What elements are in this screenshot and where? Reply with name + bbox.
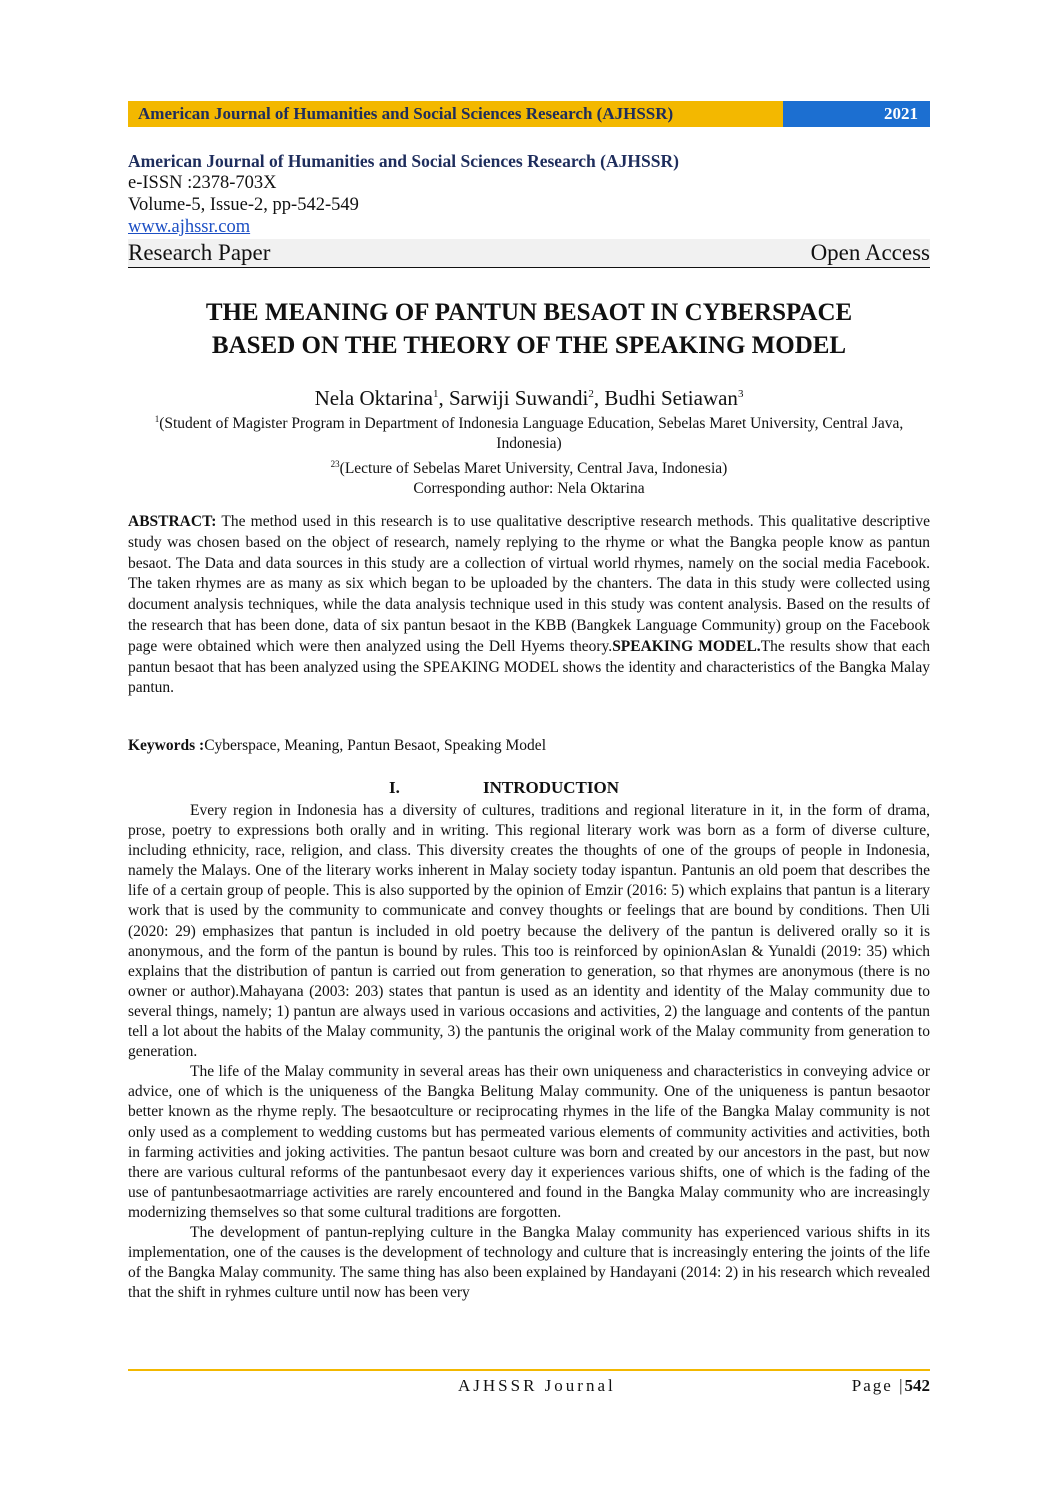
affiliation-2: $^{23}$(Lecture of Sebelas Maret University, Central Java, Indonesia): [330, 459, 728, 478]
abstract-label: ABSTRACT:: [128, 513, 217, 530]
footer-page: Page |542: [851, 1376, 930, 1395]
journal-info: [128, 150, 930, 268]
author-affiliation-mark: 1: [432, 388, 439, 400]
author-name: Nela Oktarina: [314, 386, 433, 410]
header-journal-name: American Journal of Humanities and Social Sciences Research (AJHSSR): [128, 101, 783, 127]
paper-type-row: [128, 239, 930, 268]
keywords-label: Keywords :: [128, 737, 205, 754]
footer-divider: [128, 1369, 930, 1371]
abstract-bold-term: SPEAKING MODEL.: [612, 637, 761, 655]
paragraph: The life of the Malay community in several areas has their own uniqueness and characteristics in conveying advice or advice, one of which is the uniqueness of the Bangka Belitung Malay community. One of the uniqueness is pantun besaotor better known as the rhyme reply. The besaotculture or reciprocating rhymes in the life of the Bangka Malay community is not only used as a complement to wedding customs but has permeated various elements of community activities and activities, both in farming activities and joking activities. The pantun besaot culture was born and created by our ancestors in the past, but now there are various cultural reforms of the pantunbesaot every day it experiences various shifts, one of which is the fading of the use of pantunbesaotmarriage activities are rarely encountered and found in the Bangka Malay community who are increasingly modernizing themselves so that some cultural traditions are forgotten.: [128, 1063, 930, 1221]
paragraph: Every region in Indonesia has a diversity of cultures, traditions and regional literature in it, in the form of drama, prose, poetry to expressions both orally and in writing. This regional literary work was born as a form of diverse culture, including ethnicity, race, religion, and class. This diversity creates the thoughts of one of the groups of people in Indonesia, namely the Malays. One of the literary works inherent in Malay society today ispantun. Pantunis an old poem that describes the life of a certain group of people. This is also supported by the opinion of Emzir (2016: 5) which explains that pantun is a literary work that is used by the community to communicate and convey thoughts or feelings that are bound by conditions. Then Uli (2020: 29) emphasizes that pantun is included in old poetry because the delivery of the pantun is delivered orally so it is anonymous, and the form of the pantun is bound by rules. This too is reinforced by opinionAslan & Yunaldi (2019: 35) which explains that the distribution of pantun is carried out from generation to generation, so that rhymes are anonymous (there is no owner or author).Mahayana (2003: 203) states that pantun is used as an identity and identity of the Malay community due to several things, namely; 1) pantun are always used in various occasions and activities, 2) the language and contents of the pantun tell a lot about the habits of the Malay community, 3) the pantunis the original work of the Malay community from generation to generation.: [128, 802, 930, 1061]
author-name: Sarwiji Suwandi: [448, 386, 589, 410]
author-name: Budhi Setiawan: [604, 386, 738, 410]
section-number: I.: [389, 778, 400, 797]
header-year: 2021: [783, 101, 930, 127]
paper-title-line1: THE MEANING OF PANTUN BESAOT IN CYBERSPACE: [205, 299, 853, 326]
page-number: 542: [904, 1376, 930, 1395]
abstract: [128, 512, 930, 699]
author-affiliation-mark: 2: [588, 388, 594, 400]
keywords: [128, 736, 930, 756]
journal-volume: Volume-5, Issue-2, pp-542-549: [128, 195, 359, 215]
author-affiliation-mark: 3: [737, 388, 744, 400]
keywords-text: Cyberspace, Meaning, Pantun Besaot, Speaking Model: [204, 737, 546, 754]
paper-title-line2: BASED ON THE THEORY OF THE SPEAKING MODEL: [211, 332, 847, 359]
journal-header-bar: [128, 101, 930, 127]
abstract-text: The method used in this research is to use qualitative descriptive research methods. This qualitative descriptive study was chosen based on the object of research, namely replying to the rhyme or what the Bangka people know as pantun besaot. The Data and data sources in this study are a collection of virtual world rhymes, namely on the social media Facebook. The taken rhymes are as many as six which began to be uploaded by the chanters. The data in this study were collected using document analysis techniques, while the data analysis technique used in this study was content analysis. Based on the results of the research that has been done, data of six pantun besaot in the KBB (Bangkek Language Community) group on the Facebook page were obtained which were then analyzed using the Dell Hyems theory.: [128, 513, 930, 655]
abstract-text: The results show that each pantun besaot that has been analyzed using the SPEAKING MODEL shows the identity and characteristics of the Bangka Malay pantun.: [128, 637, 931, 697]
corresponding-author: Corresponding author: Nela Oktarina: [413, 480, 645, 498]
body-text: [128, 801, 930, 1303]
journal-title: American Journal of Humanities and Social Sciences Research (AJHSSR): [128, 151, 679, 171]
section-title: INTRODUCTION: [483, 778, 620, 797]
paper-type: Research Paper: [128, 240, 271, 265]
paper-title: [128, 296, 930, 362]
journal-issn: e-ISSN :2378-703X: [128, 173, 277, 193]
paragraph: The development of pantun-replying culture in the Bangka Malay community has experienced various shifts in its implementation, one of the causes is the development of technology and culture that is increasingly entering the joints of the life of the Bangka Malay community. The same thing has also been explained by Handayani (2014: 2) in his research which revealed that the shift in ryhmes culture until now has been very: [128, 1223, 930, 1302]
access-type: Open Access: [810, 240, 930, 265]
footer-journal: AJHSSR Journal: [458, 1376, 616, 1395]
affiliations: [128, 409, 930, 499]
affiliation-1: $^1$(Student of Magister Program in Department of Indonesia Language Education, Sebelas Maret University, Central Java, Indonesia): [154, 414, 904, 453]
author-list: Nela Oktarina$^1$, Sarwiji Suwandi$^2$, Budhi Setiawan$^3$: [314, 386, 744, 410]
journal-website-link[interactable]: www.ajhssr.com: [128, 217, 251, 237]
